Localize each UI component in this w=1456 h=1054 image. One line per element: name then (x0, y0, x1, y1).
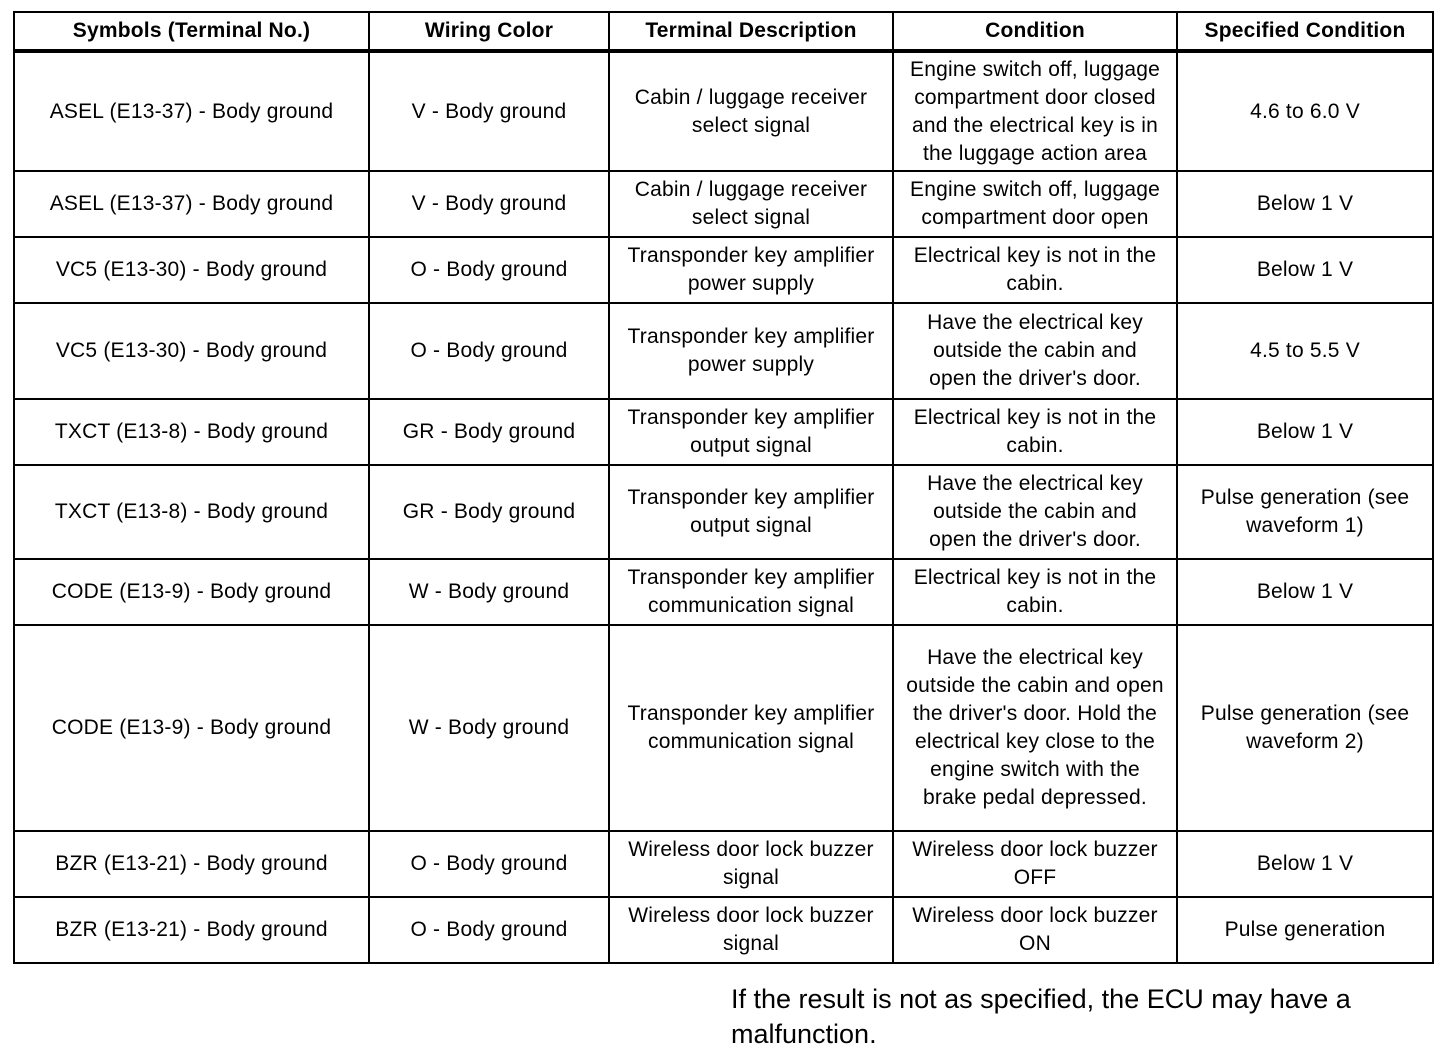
cell-condition: Engine switch off, luggage compartment door open (893, 171, 1177, 237)
cell-wiring: O - Body ground (369, 897, 609, 963)
terminal-spec-table (13, 11, 1434, 964)
cell-wiring: O - Body ground (369, 303, 609, 399)
cell-description: Transponder key amplifier power supply (609, 303, 893, 399)
table-row (14, 559, 1433, 625)
cell-specified: Pulse generation (see waveform 1) (1177, 465, 1433, 559)
table-row (14, 399, 1433, 465)
cell-wiring: W - Body ground (369, 559, 609, 625)
cell-condition: Have the electrical key outside the cabin and open the driver's door. Hold the electrical key close to the engine switch with the brake pedal depressed. (893, 625, 1177, 831)
header-wiring-color: Wiring Color (369, 12, 609, 51)
table-row (14, 303, 1433, 399)
cell-symbol: BZR (E13-21) - Body ground (14, 897, 369, 963)
table-header-row (14, 12, 1433, 51)
cell-wiring: GR - Body ground (369, 399, 609, 465)
cell-description: Transponder key amplifier output signal (609, 399, 893, 465)
cell-specified: Pulse generation (1177, 897, 1433, 963)
cell-condition: Electrical key is not in the cabin. (893, 399, 1177, 465)
cell-description: Transponder key amplifier output signal (609, 465, 893, 559)
table-row (14, 831, 1433, 897)
cell-wiring: V - Body ground (369, 51, 609, 171)
cell-description: Wireless door lock buzzer signal (609, 897, 893, 963)
header-condition: Condition (893, 12, 1177, 51)
table-row (14, 237, 1433, 303)
cell-wiring: O - Body ground (369, 831, 609, 897)
cell-condition: Have the electrical key outside the cabin and open the driver's door. (893, 303, 1177, 399)
table-row (14, 51, 1433, 171)
table-row (14, 897, 1433, 963)
cell-symbol: CODE (E13-9) - Body ground (14, 559, 369, 625)
cell-wiring: O - Body ground (369, 237, 609, 303)
cell-specified: Below 1 V (1177, 237, 1433, 303)
table-row (14, 625, 1433, 831)
cell-symbol: TXCT (E13-8) - Body ground (14, 465, 369, 559)
cell-symbol: BZR (E13-21) - Body ground (14, 831, 369, 897)
cell-specified: Below 1 V (1177, 559, 1433, 625)
cell-condition: Wireless door lock buzzer ON (893, 897, 1177, 963)
cell-condition: Electrical key is not in the cabin. (893, 559, 1177, 625)
cell-specified: Below 1 V (1177, 171, 1433, 237)
cell-symbol: VC5 (E13-30) - Body ground (14, 303, 369, 399)
cell-description: Transponder key amplifier communication signal (609, 559, 893, 625)
table-row (14, 171, 1433, 237)
cell-condition: Electrical key is not in the cabin. (893, 237, 1177, 303)
malfunction-note: If the result is not as specified, the ECU may have a malfunction. (731, 984, 1351, 1049)
cell-description: Cabin / luggage receiver select signal (609, 171, 893, 237)
cell-specified: Below 1 V (1177, 831, 1433, 897)
cell-symbol: ASEL (E13-37) - Body ground (14, 51, 369, 171)
cell-condition: Have the electrical key outside the cabin and open the driver's door. (893, 465, 1177, 559)
cell-wiring: GR - Body ground (369, 465, 609, 559)
header-terminal-description: Terminal Description (609, 12, 893, 51)
cell-symbol: CODE (E13-9) - Body ground (14, 625, 369, 831)
cell-description: Transponder key amplifier power supply (609, 237, 893, 303)
table-row (14, 465, 1433, 559)
cell-description: Wireless door lock buzzer signal (609, 831, 893, 897)
header-specified-condition: Specified Condition (1177, 12, 1433, 51)
cell-symbol: TXCT (E13-8) - Body ground (14, 399, 369, 465)
cell-wiring: W - Body ground (369, 625, 609, 831)
cell-specified: 4.5 to 5.5 V (1177, 303, 1433, 399)
cell-symbol: ASEL (E13-37) - Body ground (14, 171, 369, 237)
cell-wiring: V - Body ground (369, 171, 609, 237)
cell-condition: Engine switch off, luggage compartment door closed and the electrical key is in the luggage action area (893, 51, 1177, 171)
cell-condition: Wireless door lock buzzer OFF (893, 831, 1177, 897)
cell-symbol: VC5 (E13-30) - Body ground (14, 237, 369, 303)
cell-specified: Pulse generation (see waveform 2) (1177, 625, 1433, 831)
header-symbols: Symbols (Terminal No.) (14, 12, 369, 51)
cell-description: Cabin / luggage receiver select signal (609, 51, 893, 171)
cell-specified: 4.6 to 6.0 V (1177, 51, 1433, 171)
cell-description: Transponder key amplifier communication signal (609, 625, 893, 831)
cell-specified: Below 1 V (1177, 399, 1433, 465)
